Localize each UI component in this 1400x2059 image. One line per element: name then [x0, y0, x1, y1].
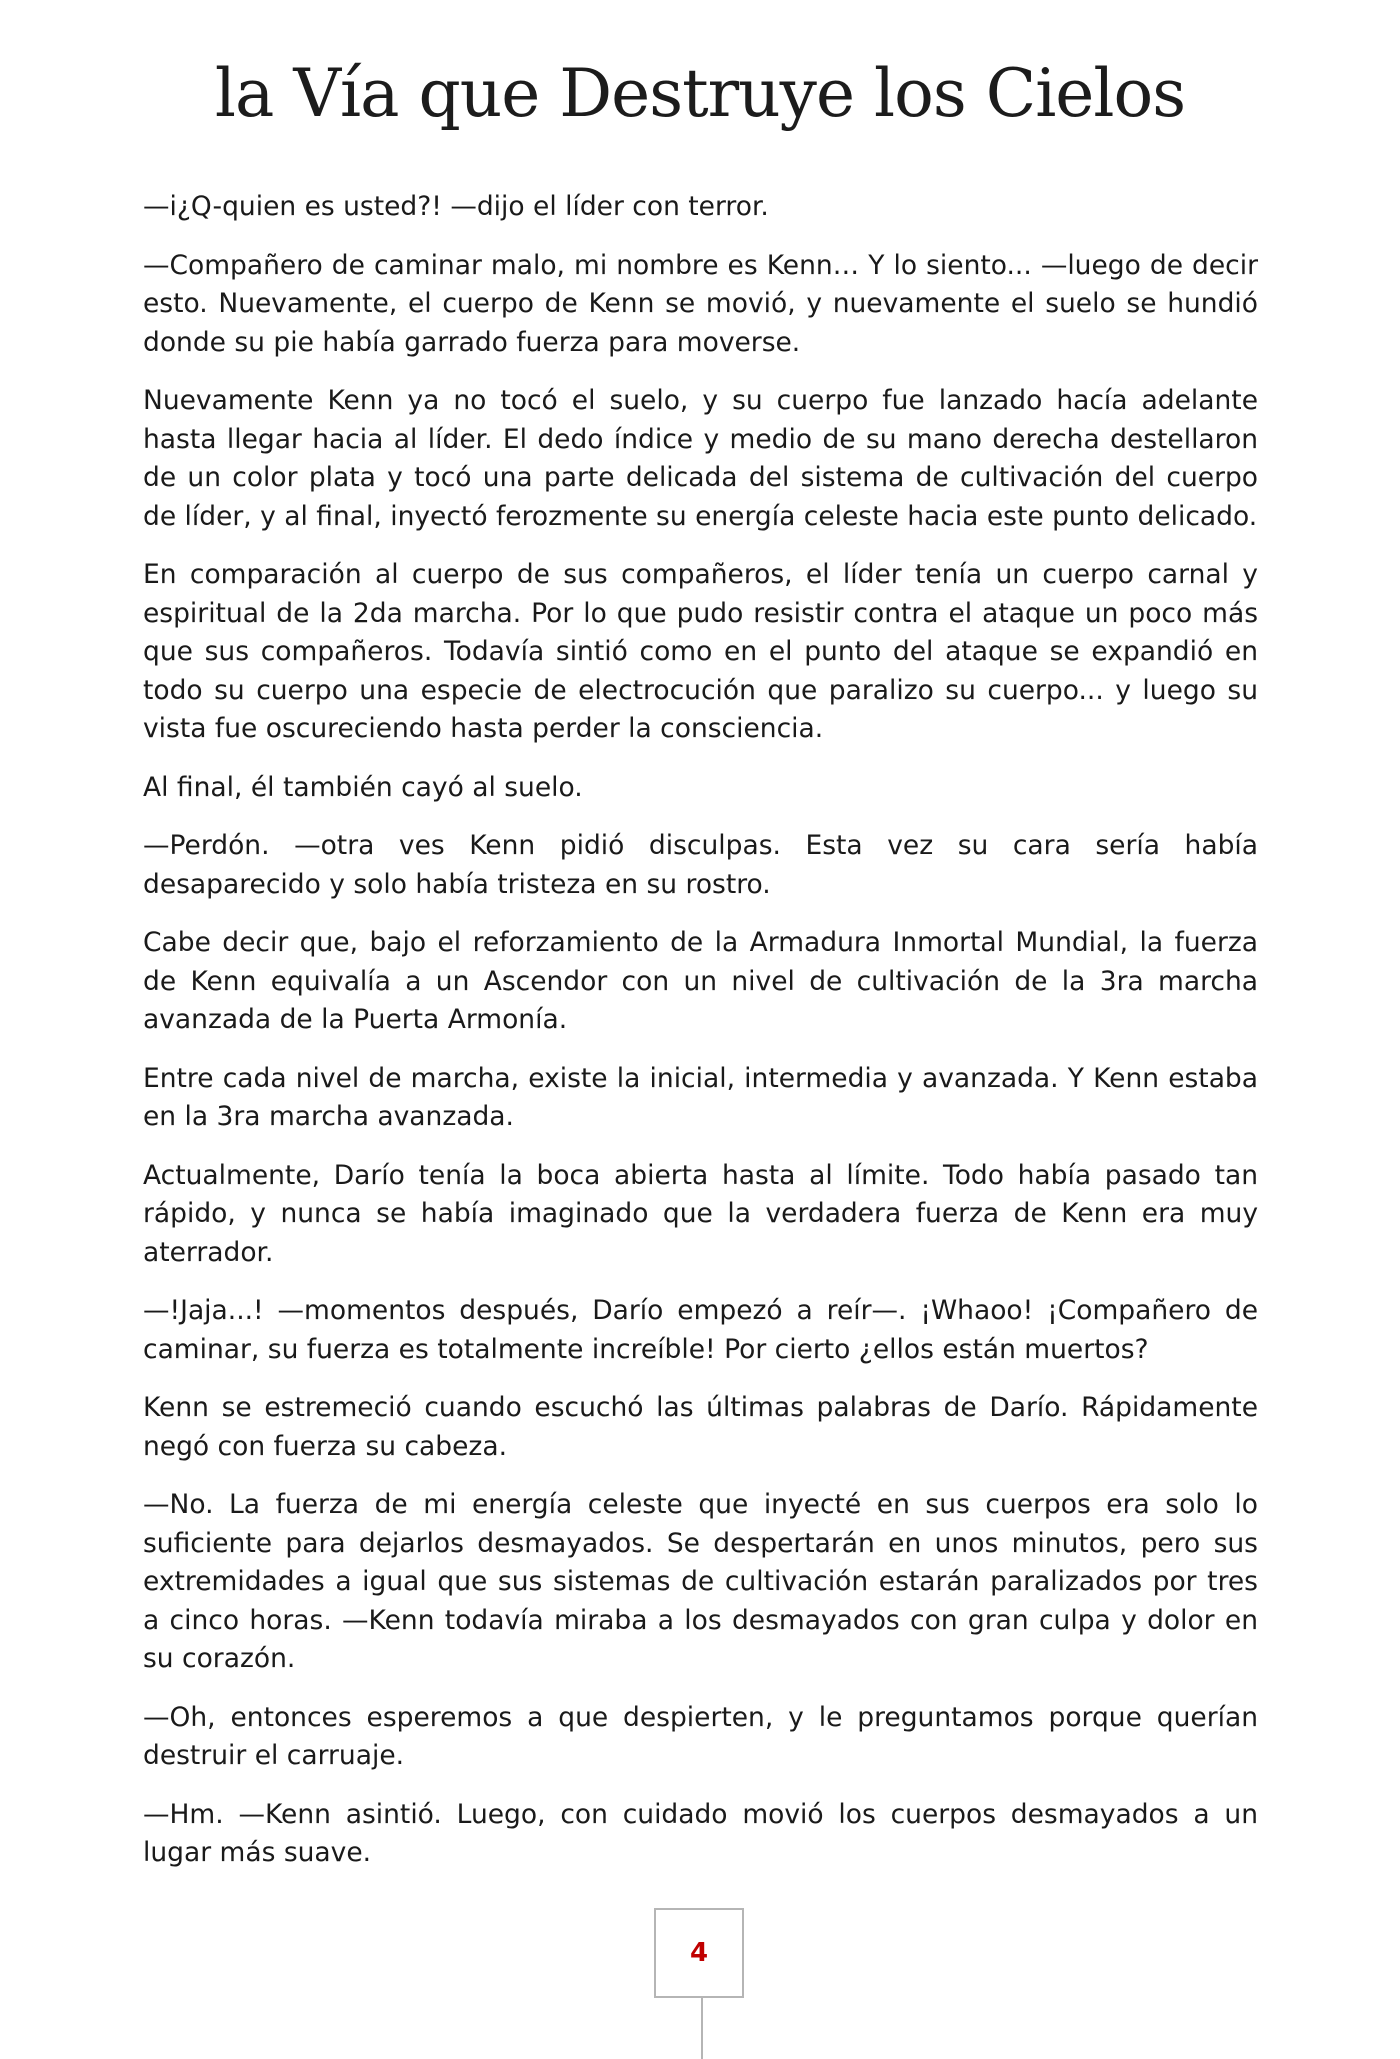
paragraph: Nuevamente Kenn ya no tocó el suelo, y su cuerpo fue lanzado hacía adelante hasta llegar hacia al líder. El dedo índice y medio de su mano derecha destellaron de un color plata y tocó una parte delicada del sistema de cultivación del cuerpo de líder, y al final, inyectó ferozmente su energía celeste hacia este punto delicado. [143, 385, 1258, 532]
paragraph: —Perdón. —otra ves Kenn pidió disculpas. Esta vez su cara sería había desaparecido y solo había tristeza en su rostro. [143, 830, 1258, 900]
paragraph: En comparación al cuerpo de sus compañeros, el líder tenía un cuerpo carnal y espiritual de la 2da marcha. Por lo que pudo resistir contra el ataque un poco más que sus compañeros. Todavía sintió como en el punto del ataque se expandió en todo su cuerpo una especie de electrocución que paralizo su cuerpo... y luego su vista fue oscureciendo hasta perder la consciencia. [143, 559, 1258, 744]
paragraph: —Hm. —Kenn asintió. Luego, con cuidado movió los cuerpos desmayados a un lugar más suave. [143, 1798, 1258, 1868]
paragraph: Al final, él también cayó al suelo. [143, 771, 583, 803]
page-number-box [654, 1908, 744, 1998]
paragraph: —Compañero de caminar malo, mi nombre es Kenn… Y lo siento... —luego de decir esto. Nuevamente, el cuerpo de Kenn se movió, y nuevamente el suelo se hundió donde su pie había garrado fuerza para moverse. [143, 249, 1258, 358]
paragraph: —No. La fuerza de mi energía celeste que inyecté en sus cuerpos era solo lo suficiente para dejarlos desmayados. Se despertarán en unos minutos, pero sus extremidades a igual que sus sistemas de cultivación estarán paralizados por tres a cinco horas. —Kenn todavía miraba a los desmayados con gran culpa y dolor en su corazón. [143, 1489, 1258, 1674]
paragraph: —Oh, entonces esperemos a que despierten, y le preguntamos porque querían destruir el carruaje. [143, 1701, 1258, 1771]
page-number-connector-line [701, 1998, 703, 2059]
page-title: la Vía que Destruye los Cielos [214, 55, 1186, 132]
page-number: 4 [689, 1938, 709, 1968]
paragraph: —!Jaja...! —momentos después, Darío empezó a reír—. ¡Whaoo! ¡Compañero de caminar, su fuerza es totalmente increíble! Por cierto ¿ellos están muertos? [143, 1295, 1258, 1365]
paragraph: Actualmente, Darío tenía la boca abierta hasta al límite. Todo había pasado tan rápido, y nunca se había imaginado que la verdadera fuerza de Kenn era muy aterrador. [143, 1159, 1258, 1268]
paragraph: —i¿Q-quien es usted?! —dijo el líder con terror. [143, 191, 769, 222]
paragraph: Cabe decir que, bajo el reforzamiento de la Armadura Inmortal Mundial, la fuerza de Kenn equivalía a un Ascendor con un nivel de cultivación de la 3ra marcha avanzada de la Puerta Armonía. [143, 927, 1258, 1035]
paragraph: Entre cada nivel de marcha, existe la inicial, intermedia y avanzada. Y Kenn estaba en la 3ra marcha avanzada. [143, 1062, 1258, 1132]
paragraph: Kenn se estremeció cuando escuchó las últimas palabras de Darío. Rápidamente negó con fuerza su cabeza. [143, 1392, 1258, 1462]
body-text [143, 188, 1258, 1893]
